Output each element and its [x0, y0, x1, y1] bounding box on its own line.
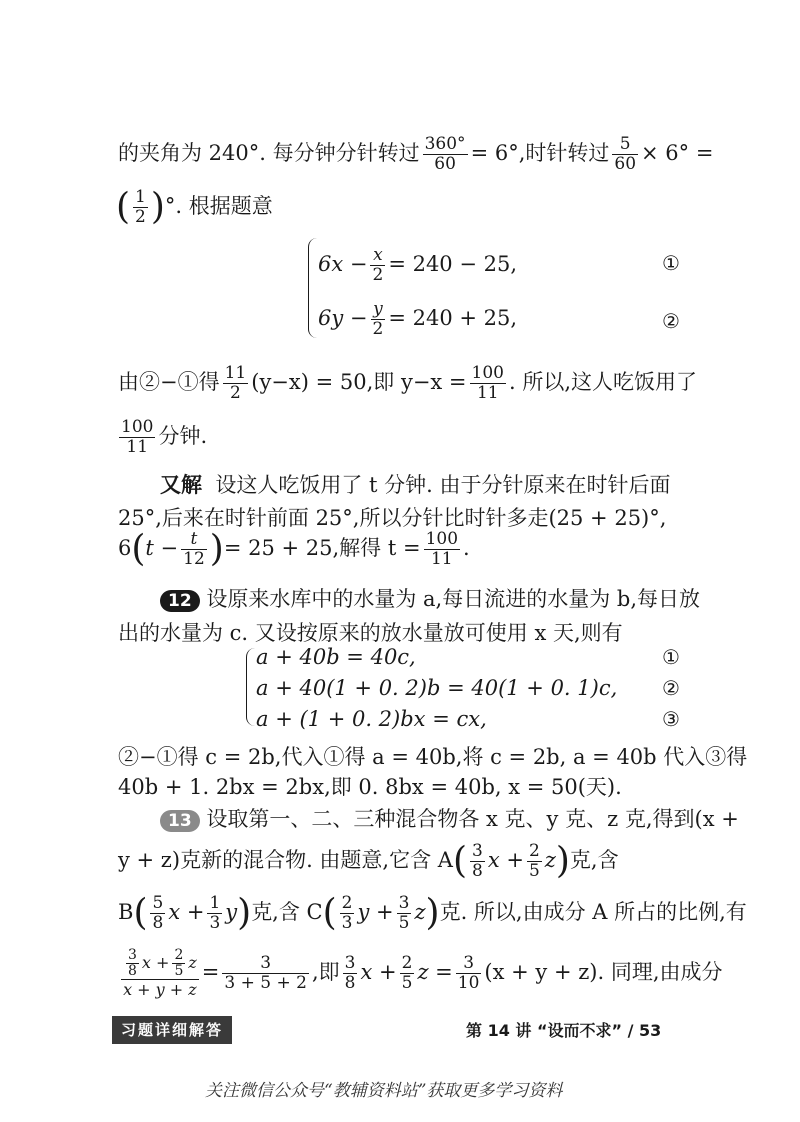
fraction: $\frac{2}{5}$ [528, 841, 540, 881]
fraction: $\frac{100}{11}$ [121, 417, 154, 457]
fraction: $\frac{3}{10}$ [457, 953, 480, 993]
compound-fraction: $\frac{3}{8}$ x + $\frac{2}{5}$ z x + y + z [121, 948, 199, 999]
p13-line1: 13 设取第一、二、三种混合物各 x 克、y 克、z 克,得到(x + [160, 804, 739, 834]
system2-eq3: a + (1 + 0. 2)bx = cx, [256, 707, 487, 731]
para1-line2: ( $\frac{1}{2}$ )°. 根据题意 [116, 186, 273, 228]
p12-line2: 出的水量为 c. 又设按原来的放水量放可使用 x 天,则有 [118, 621, 623, 645]
eq-tag: ① [662, 645, 680, 669]
fraction: $\frac{360^\circ}{60}$ [424, 134, 466, 174]
fraction: $\frac{2}{3}$ [341, 893, 353, 933]
p13-line3: B( $\frac{5}{8}$ x + $\frac{1}{3}$ y)克,含 C( $\frac{2}{3}$ y + $\frac{3}{5}$ z)克. 所以,由成分 A 所占的比例,有 [118, 892, 747, 934]
alt-line2: 25°,后来在时针前面 25°,所以分针比时针多走(25 + 25)°, [118, 506, 667, 530]
fraction: $\frac{2}{5}$ [401, 953, 413, 993]
fraction: $\frac{5}{60}$ [614, 134, 637, 174]
system1-eq2: 6y − $\frac{y}{2}$ = 240 + 25, [318, 299, 518, 339]
fraction: $\frac{5}{8}$ [152, 893, 164, 933]
p12-line1: 12 设原来水库中的水量为 a,每日流进的水量为 b,每日放 [160, 584, 700, 614]
promo-footer: 关注微信公众号“教辅资料站”获取更多学习资料 [205, 1081, 563, 1101]
fraction: $\frac{t}{12}$ [183, 529, 205, 569]
eq-tag: ③ [662, 707, 680, 731]
fraction: $\frac{3}{8}$ [471, 841, 483, 881]
system2-eq1: a + 40b = 40c, [256, 645, 416, 669]
system-brace [308, 238, 317, 338]
alt-line3: 6(t − $\frac{t}{12}$ )= 25 + 25,解得 t = $\frac{100}{11}$ . [118, 528, 470, 570]
fraction: $\frac{x}{2}$ [372, 245, 384, 285]
page-header-right: 第 14 讲 “设而不求” / 53 [466, 1021, 662, 1040]
fraction: $\frac{1}{2}$ [135, 187, 146, 227]
fraction: $\frac{1}{3}$ [209, 893, 221, 933]
p12-line3: ②−①得 c = 2b,代入①得 a = 40b,将 c = 2b, a = 40b 代入③得 [118, 745, 748, 769]
eq-tag: ② [662, 676, 680, 700]
problem-number-badge: 12 [160, 590, 200, 612]
alt-label: 又解 [160, 472, 202, 497]
p13-line2: y + z)克新的混合物. 由题意,它含 A( $\frac{3}{8}$ x + $\frac{2}{5}$ z)克,含 [118, 840, 619, 882]
fraction: $\frac{100}{11}$ [425, 529, 459, 569]
fraction: $\frac{y}{2}$ [372, 299, 384, 339]
problem-number-badge: 13 [160, 810, 200, 832]
para2-line1: 由②−①得 $\frac{11}{2}$ (y−x) = 50,即 y−x = $\frac{100}{11}$ . 所以,这人吃饭用了 [118, 363, 698, 403]
fraction: $\frac{3}{5}$ [398, 893, 410, 933]
system1-eq1: 6x − $\frac{x}{2}$ = 240 − 25, [318, 245, 518, 285]
system2-eq2: a + 40(1 + 0. 2)b = 40(1 + 0. 1)c, [256, 676, 618, 700]
eq-tag: ① [662, 251, 680, 275]
para1-line1: 的夹角为 240°. 每分钟分针转过 $\frac{360^\circ}{60}$ = 6°,时针转过 $\frac{5}{60}$ × 6° = [118, 134, 714, 174]
alt-line1: 又解 设这人吃饭用了 t 分钟. 由于分针原来在时针后面 [160, 472, 671, 497]
eq-tag: ② [662, 309, 680, 333]
fraction: $\frac{3}{8}$ [344, 953, 356, 993]
fraction: $\frac{100}{11}$ [471, 363, 504, 403]
system-brace [246, 648, 255, 726]
fraction: $\frac{3}{3 + 5 + 2}$ [224, 953, 307, 993]
p12-line4: 40b + 1. 2bx = 2bx,即 0. 8bx = 40b, x = 50(天). [118, 775, 622, 799]
para2-line2: $\frac{100}{11}$ 分钟. [121, 417, 208, 457]
fraction: $\frac{11}{2}$ [224, 363, 247, 403]
p13-line4: $\frac{3}{8}$ x + $\frac{2}{5}$ z x + y + z = $\frac{3}{3 + 5 + 2}$ ,即 $\frac{3}{8}$ x + $\frac{2}{5}$ z = $\frac{3}{10}$ (x + y + z). 同理,由成分 [118, 948, 723, 999]
section-label: 习题详细解答 [112, 1016, 232, 1044]
